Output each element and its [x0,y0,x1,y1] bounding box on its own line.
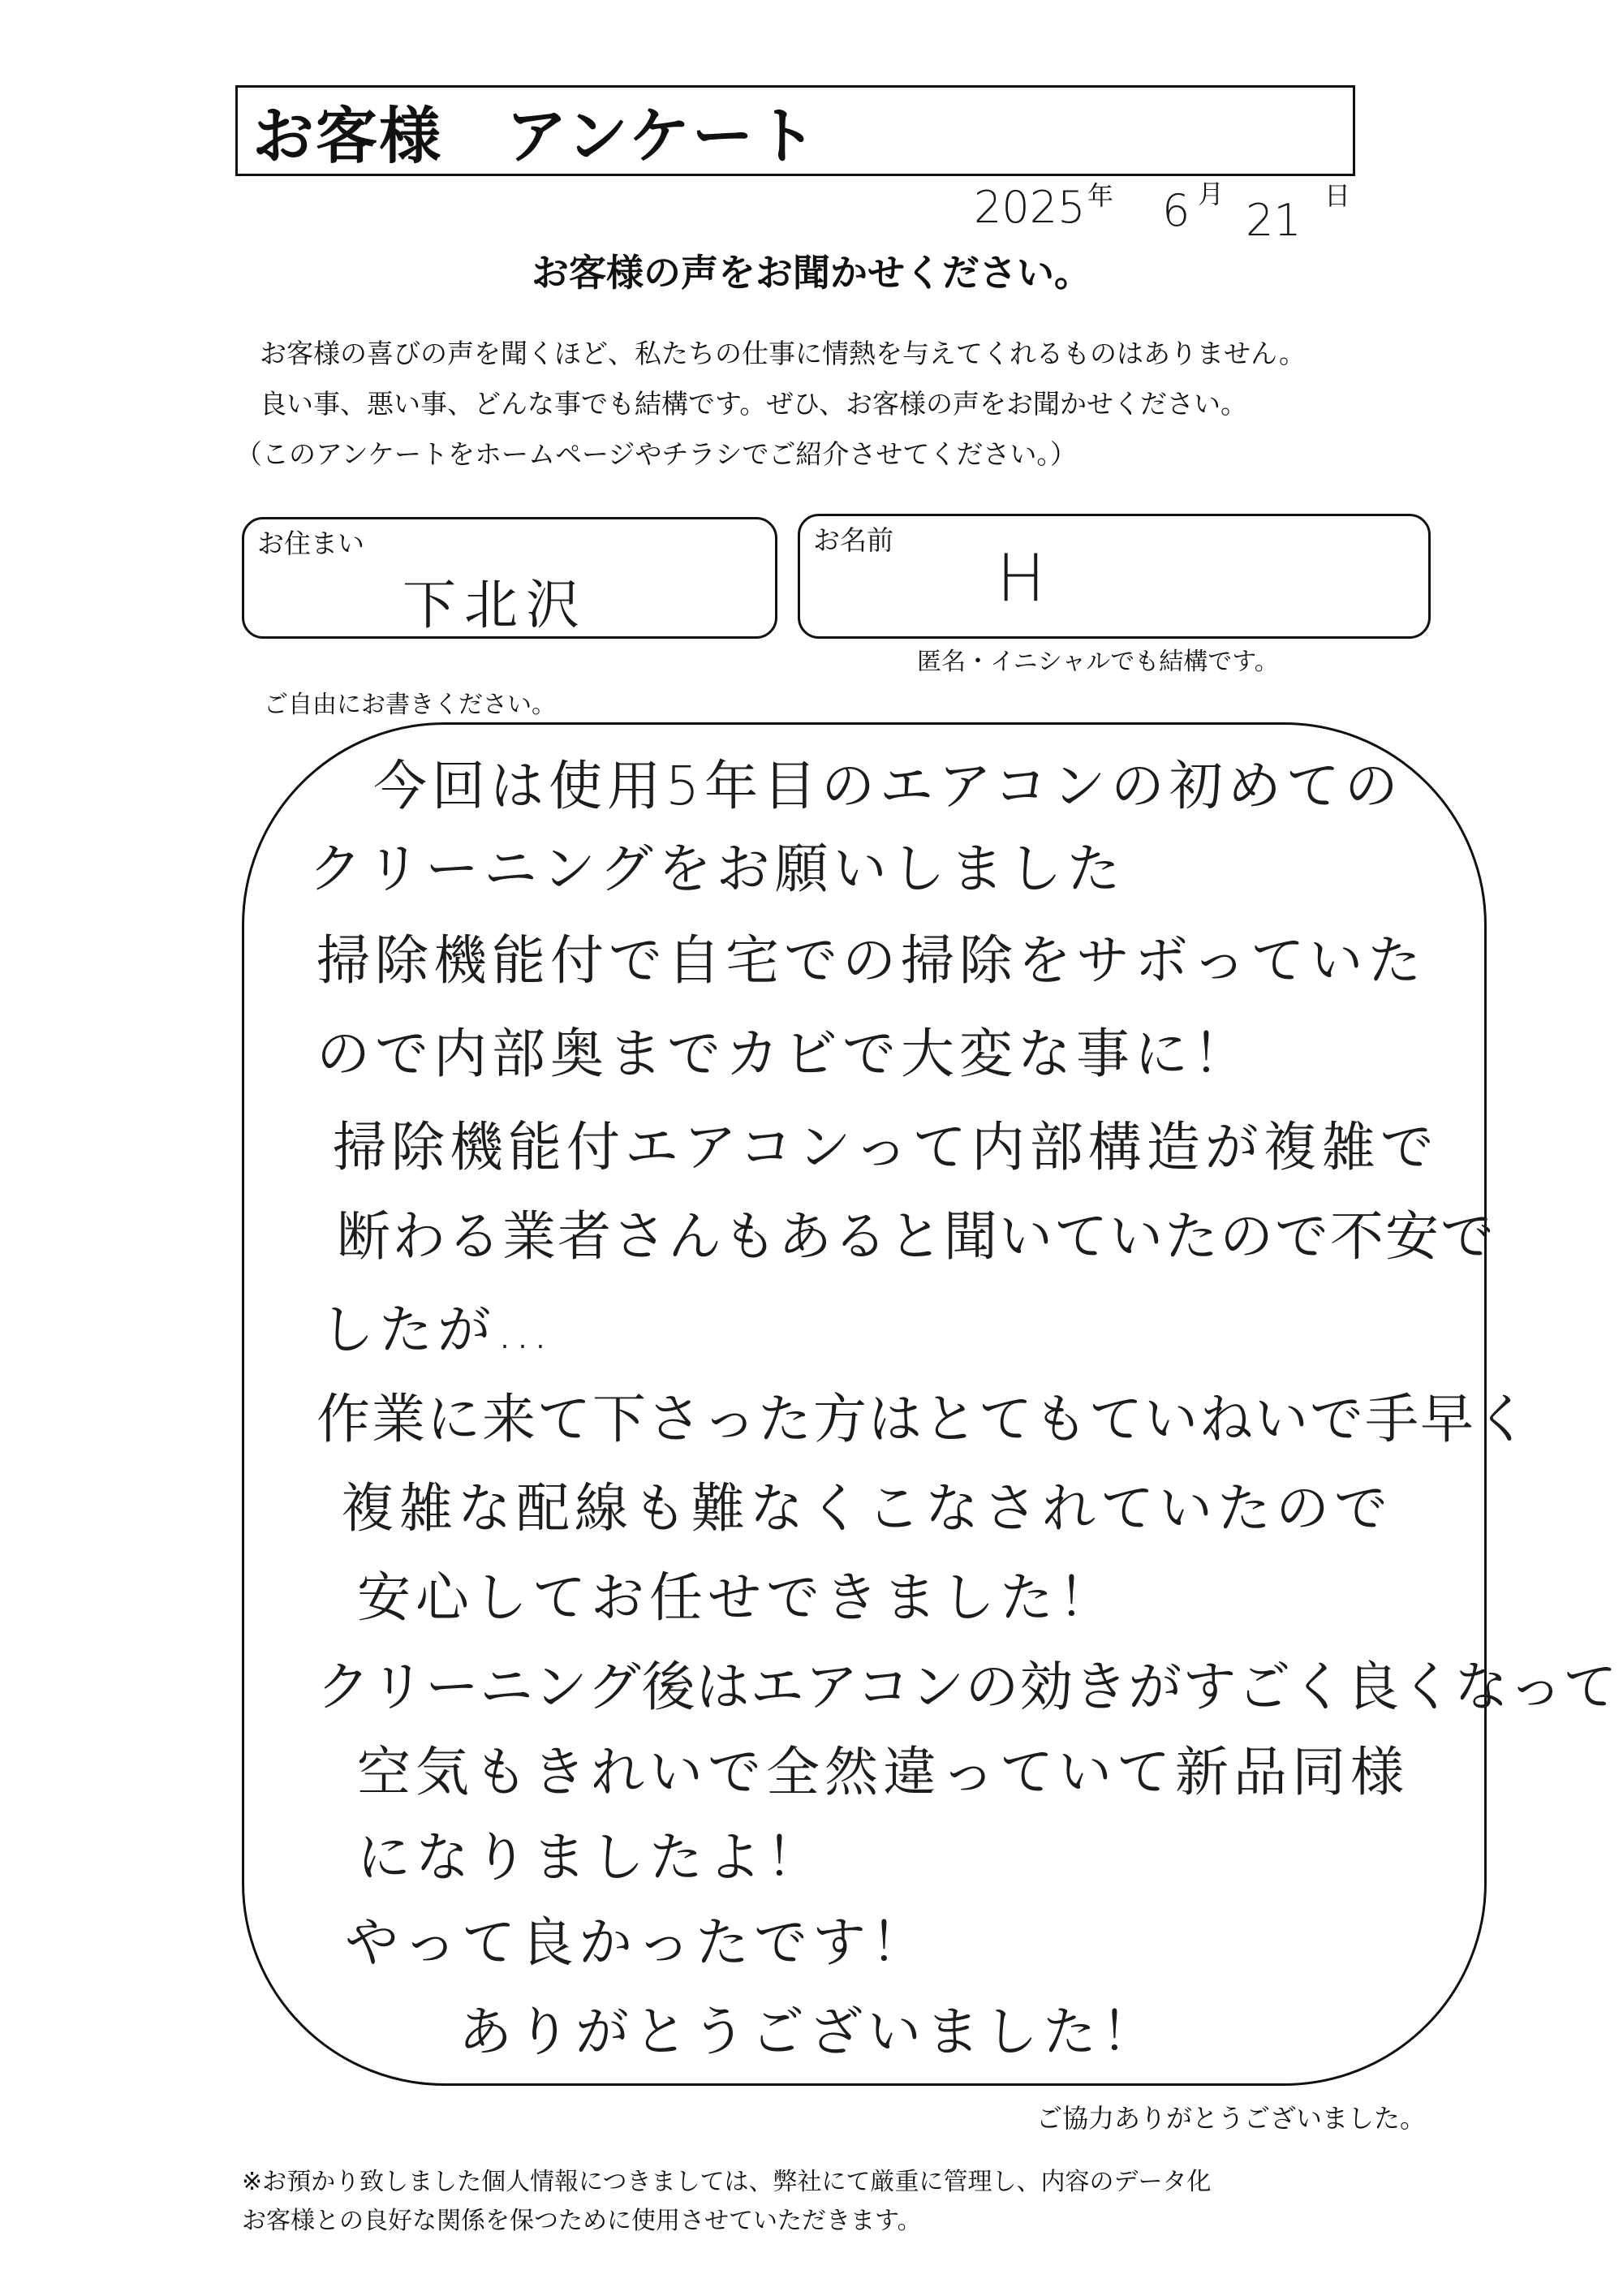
form-title: お客様 アンケート [252,99,819,172]
date-day-unit: 日 [1324,180,1351,211]
free-comment-label: ご自由にお書きください。 [264,691,556,719]
anonymous-note: 匿名・イニシャルでも結構です。 [917,648,1279,676]
privacy-line: お客様との良好な関係を保つために使用させていただきます。 [242,2207,922,2235]
comment-line: クリーニング後はエアコンの効きがすごく良くなって [316,1656,1618,1718]
comment-line: になりましたよ！ [357,1826,824,1889]
comment-line: 空気もきれいで全然違っていて新品同様 [357,1741,1409,1803]
comment-line: 安心してお任せできました！ [357,1566,1117,1629]
privacy-notice [242,2163,1459,2241]
thanks-text: ご協力ありがとうございました。 [1036,2103,1427,2134]
comment-line: 複雑な配線も難なくこなされていたので [341,1477,1393,1540]
comment-line: したが… [321,1299,554,1361]
date-month: 6 [1162,185,1190,236]
comment-line: ので内部奥までカビで大変な事に！ [316,1023,1251,1085]
comment-line: クリーニングをお願いしました [308,838,1126,900]
comment-line: 掃除機能付エアコンって内部構造が複雑で [333,1116,1439,1178]
privacy-line: ※お預かり致しました個人情報につきましては、弊社にて厳重に管理し、内容のデータ化 [242,2168,1212,2196]
date-year: 2025 [974,182,1086,233]
address-field [242,517,777,639]
intro-line: 良い事、悪い事、どんな事でも結構です。ぜひ、お客様の声をお聞かせください。 [260,388,1248,420]
comment-line: 掃除機能付で自宅での掃除をサボっていた [316,929,1427,992]
address-value: 下北沢 [403,574,588,636]
headline: お客様の声をお聞かせください。 [532,251,1091,295]
comment-line: 断わる業者さんもあると聞いていたので不安で [337,1205,1496,1268]
name-value: H [997,541,1046,616]
comment-line: ありがとうございました！ [458,2001,1160,2063]
name-label: お名前 [813,524,893,556]
comment-line: 今回は使用5年目のエアコンの初めての [373,755,1403,817]
date-day: 21 [1246,195,1302,246]
intro-line: お客様の喜びの声を聞くほど、私たちの仕事に情熱を与えてくれるものはありません。 [260,338,1306,369]
intro-line: （このアンケートをホームページやチラシでご紹介させてください。） [235,438,1077,470]
date-month-unit: 月 [1198,179,1225,209]
date-year-unit: 年 [1087,180,1114,211]
intro-text [235,329,1396,480]
comment-line: やって良かったです！ [345,1911,929,1974]
address-label: お住まい [257,528,364,559]
comment-line: 作業に来て下さった方はとてもていねいで手早く [316,1388,1530,1450]
name-field [798,514,1431,639]
title-box [235,85,1355,176]
